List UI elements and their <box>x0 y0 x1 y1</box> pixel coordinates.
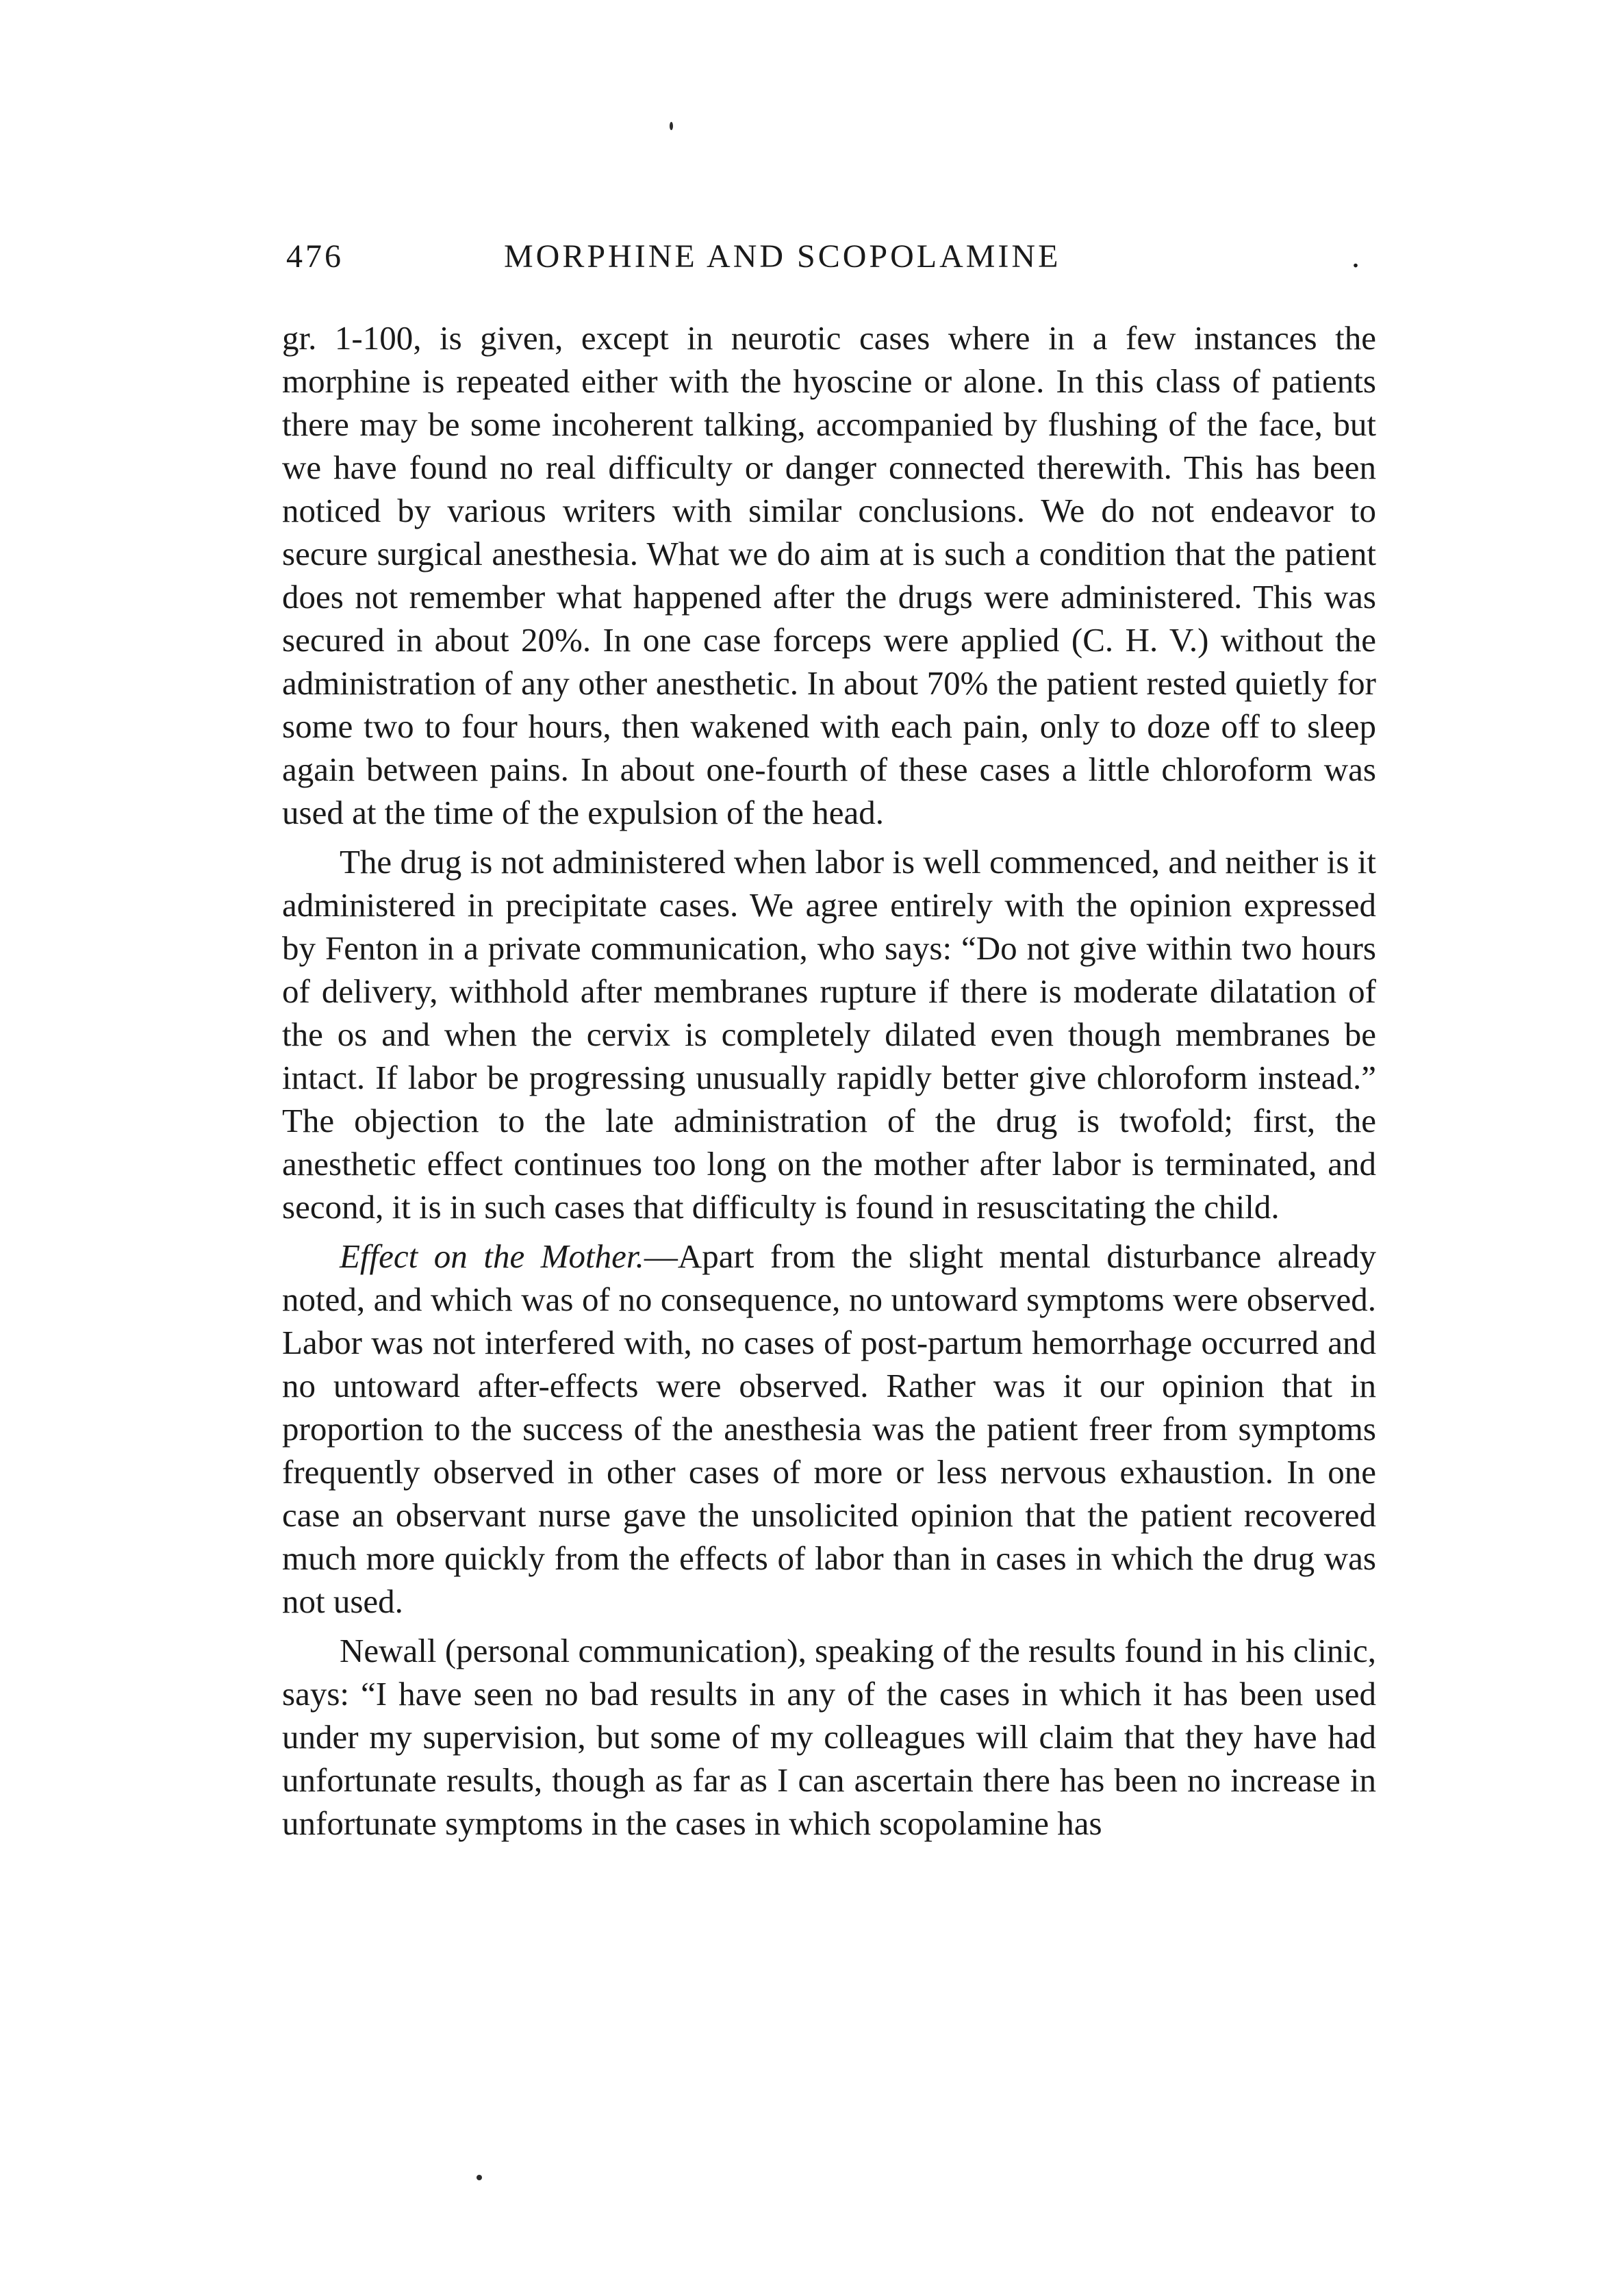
running-title: MORPHINE AND SCOPOLAMINE <box>504 238 1061 275</box>
running-head <box>286 233 1382 281</box>
paragraph-continued: gr. 1-100, is given, except in neurotic cases where in a few instances the morphine is repeated either with the hyoscine or alone. In this class of patients there may be some incoherent talking, accompanied by flushing of the face, but we have found no real difficulty or danger connected therewith. This has been noticed by various writers with similar conclusions. We do not endeavor to secure surgical anesthesia. What we do aim at is such a condition that the patient does not remember what happened after the drugs were administered. This was secured in about 20%. In one case forceps were applied (C. H. V.) without the administration of any other anesthetic. In about 70% the patient rested quietly for some two to four hours, then wakened with each pain, only to doze off to sleep again between pains. In about one-fourth of these cases a little chloroform was used at the time of the expulsion of the head. <box>282 319 1376 831</box>
section-lead-heading: Effect on the Mother. <box>340 1237 644 1275</box>
paragraph-newall: Newall (personal communication), speaking of the results found in his clinic, says: “I have seen no bad results in any of the cases in which it has been used under my supervision, but some of my colleagues will claim that they have had unfortunate results, though as far as I can ascertain there has been no increase in unfortunate symptoms in the cases in which scopolamine has <box>282 1632 1376 1842</box>
paragraph-body: —Apart from the slight mental disturbance already noted, and which was of no consequence, no untoward symptoms were observed. Labor was not interfered with, no cases of post-partum hemorrhage occurred and no untoward after-effects were observed. Rather was it our opinion that in proportion to the success of the anesthesia was the patient freer from symptoms frequently observed in other cases of more or less nervous exhaustion. In one case an observant nurse gave the unsolicited opinion that the patient recovered much more quickly from the effects of labor than in cases in which the drug was not used. <box>282 1237 1376 1620</box>
scan-speck <box>670 122 673 130</box>
scan-speck <box>477 2175 482 2180</box>
body-text <box>282 316 1376 1845</box>
running-head-mark: . <box>1352 238 1362 275</box>
paragraph-administration: The drug is not administered when labor is well commenced, and neither is it administered in precipitate cases. We agree entirely with the opinion expressed by Fenton in a private communication, who says: “Do not give within two hours of delivery, withhold after membranes rupture if there is moderate dilatation of the os and when the cervix is completely dilated even though membranes be intact. If labor be progressing unusually rapidly better give chloroform instead.” The objection to the late administration of the drug is twofold; first, the anesthetic effect continues too long on the mother after labor is terminated, and second, it is in such cases that difficulty is found in resuscitating the child. <box>282 843 1376 1226</box>
page-number: 476 <box>286 238 344 275</box>
paragraph-effect-on-mother <box>282 1235 1376 1623</box>
